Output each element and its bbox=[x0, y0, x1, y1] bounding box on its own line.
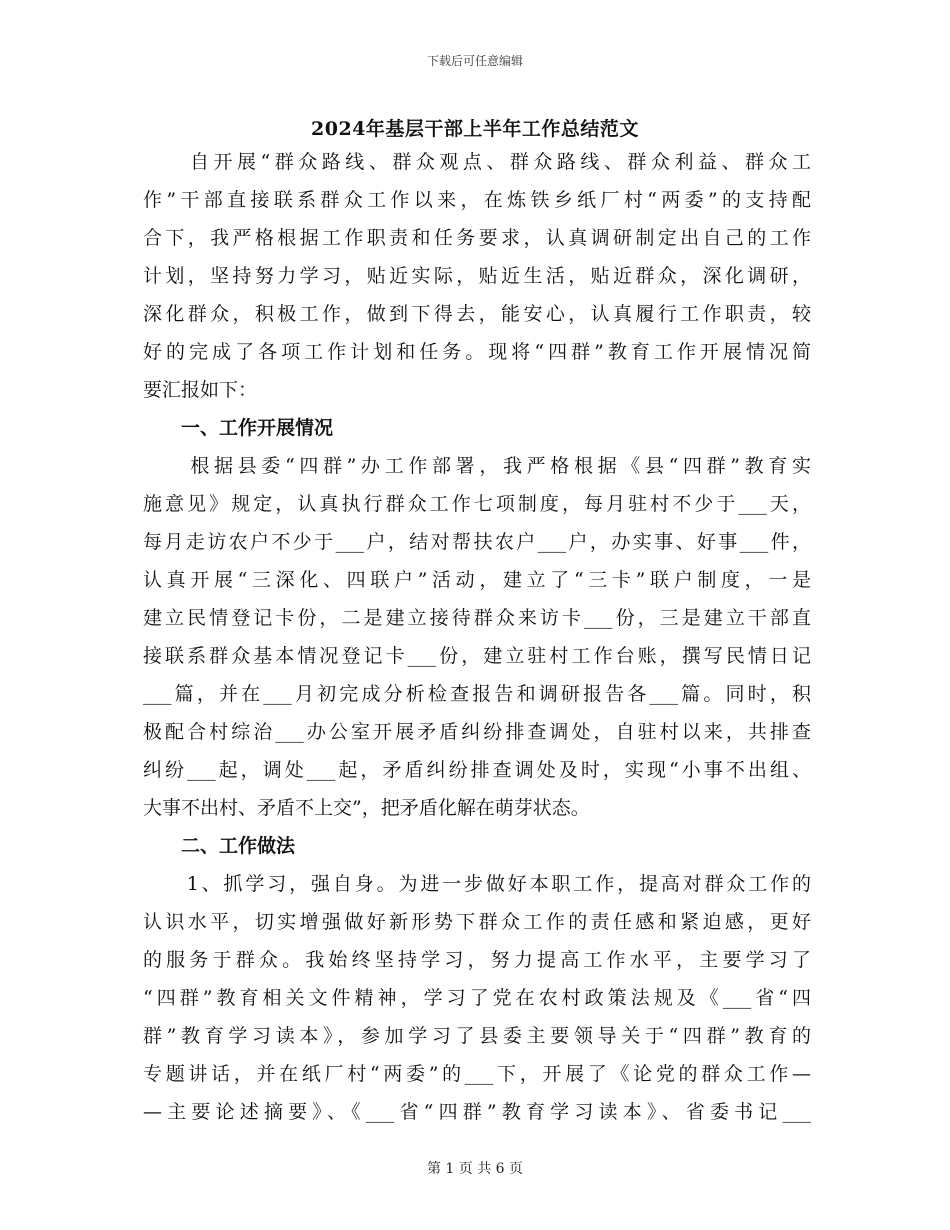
paragraph-line: 群”教育学习读本》，参加学习了县委主要领导关于“四群”教育的 bbox=[143, 1025, 811, 1047]
paragraph-line: 要汇报如下： bbox=[143, 379, 258, 401]
paragraph-line: “四群”教育相关文件精神，学习了党在农村政策法规及《___省“四 bbox=[143, 987, 811, 1009]
paragraph-line: 极配合村综治___办公室开展矛盾纠纷排查调处，自驻村以来，共排查 bbox=[143, 721, 811, 743]
section-heading: 二、工作做法 bbox=[143, 835, 296, 857]
paragraph-line: 大事不出村、矛盾不上交”，把矛盾化解在萌芽状态。 bbox=[143, 797, 590, 819]
paragraph-line: 自开展“群众路线、群众观点、群众路线、群众利益、群众工 bbox=[143, 151, 811, 173]
paragraph-line: 认识水平，切实增强做好新形势下群众工作的责任感和紧迫感，更好 bbox=[143, 911, 811, 933]
paragraph-line: 纠纷___起，调处___起，矛盾纠纷排查调处及时，实现“小事不出组、 bbox=[143, 759, 811, 781]
paragraph-line: ___篇，并在___月初完成分析检查报告和调研报告各___篇。同时，积 bbox=[143, 683, 811, 705]
section-heading: 一、工作开展情况 bbox=[143, 417, 334, 439]
page-header-note: 下载后可任意编辑 bbox=[426, 54, 523, 68]
paragraph-line: 好的完成了各项工作计划和任务。现将“四群”教育工作开展情况简 bbox=[143, 341, 811, 363]
paragraph-line: —主要论述摘要》、《___省“四群”教育学习读本》、省委书记___ bbox=[143, 1101, 811, 1123]
paragraph-line: 的服务于群众。我始终坚持学习，努力提高工作水平，主要学习了 bbox=[143, 949, 811, 971]
paragraph-line: 合下，我严格根据工作职责和任务要求，认真调研制定出自己的工作 bbox=[143, 227, 811, 249]
paragraph-line: 认真开展“三深化、四联户”活动，建立了“三卡”联户制度，一是 bbox=[143, 569, 811, 591]
paragraph-line: 施意见》规定，认真执行群众工作七项制度，每月驻村不少于___天， bbox=[143, 493, 811, 515]
paragraph-line: 作”干部直接联系群众工作以来，在炼铁乡纸厂村“两委”的支持配 bbox=[143, 189, 811, 211]
paragraph-line: 接联系群众基本情况登记卡___份，建立驻村工作台账，撰写民情日记 bbox=[143, 645, 811, 667]
paragraph-line: 根据县委“四群”办工作部署，我严格根据《县“四群”教育实 bbox=[143, 455, 811, 477]
paragraph-line: 1、抓学习，强自身。为进一步做好本职工作，提高对群众工作的 bbox=[143, 873, 811, 895]
document-body bbox=[143, 149, 811, 1137]
paragraph-line: 计划，坚持努力学习，贴近实际，贴近生活，贴近群众，深化调研， bbox=[143, 265, 811, 287]
page-number: 第 1 页 共 6 页 bbox=[426, 1161, 524, 1177]
document-title: 2024年基层干部上半年工作总结范文 bbox=[311, 118, 639, 140]
paragraph-line: 深化群众，积极工作，做到下得去，能安心，认真履行工作职责，较 bbox=[143, 303, 811, 325]
paragraph-line: 建立民情登记卡份，二是建立接待群众来访卡___份，三是建立干部直 bbox=[143, 607, 811, 629]
paragraph-line: 专题讲话，并在纸厂村“两委”的___下，开展了《论党的群众工作— bbox=[143, 1063, 811, 1085]
paragraph-line: 每月走访农户不少于___户，结对帮扶农户___户，办实事、好事___件， bbox=[143, 531, 811, 553]
